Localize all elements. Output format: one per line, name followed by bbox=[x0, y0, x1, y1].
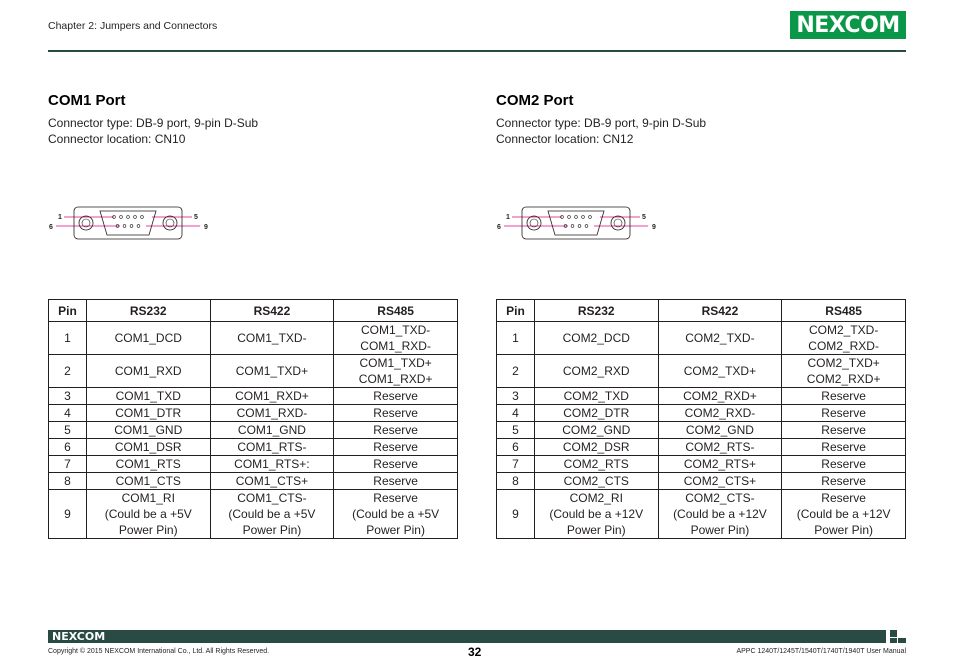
rs232-cell: COM1_TXD bbox=[86, 388, 210, 405]
com2-screw-left bbox=[527, 216, 541, 230]
rs485-cell: Reserve bbox=[334, 473, 458, 490]
rs232-cell: COM1_DCD bbox=[86, 322, 210, 355]
com1-db9-connector-diagram bbox=[48, 205, 208, 241]
com2-pin1-label: 1 bbox=[506, 214, 510, 221]
header-rs232: RS232 bbox=[534, 300, 658, 322]
header-rs485: RS485 bbox=[782, 300, 906, 322]
table-row bbox=[497, 355, 906, 388]
rs422-cell: COM1_CTS- (Could be a +5V Power Pin) bbox=[210, 490, 334, 539]
pin-cell: 7 bbox=[497, 456, 535, 473]
rs485-cell: COM1_TXD+ COM1_RXD+ bbox=[334, 355, 458, 388]
rs232-cell: COM2_DSR bbox=[534, 439, 658, 456]
com1-pin9-label: 9 bbox=[204, 224, 208, 231]
com2-section bbox=[496, 92, 906, 147]
rs422-cell: COM2_RTS- bbox=[658, 439, 782, 456]
manual-title: APPC 1240T/1245T/1540T/1740T/1940T User Manual bbox=[736, 648, 906, 655]
com1-table-body bbox=[49, 322, 458, 539]
rs422-cell: COM1_TXD+ bbox=[210, 355, 334, 388]
rs485-cell: Reserve bbox=[782, 473, 906, 490]
rs485-cell: Reserve bbox=[782, 456, 906, 473]
table-row bbox=[49, 473, 458, 490]
table-row bbox=[49, 405, 458, 422]
com2-d-sub-face bbox=[548, 211, 604, 235]
pin-cell: 2 bbox=[497, 355, 535, 388]
com1-table-header bbox=[49, 300, 458, 322]
rs422-cell: COM1_CTS+ bbox=[210, 473, 334, 490]
footer-corner-square bbox=[898, 638, 906, 643]
footer-logo: NEXCOM bbox=[52, 630, 106, 643]
chapter-title: Chapter 2: Jumpers and Connectors bbox=[48, 20, 218, 32]
rs485-cell: Reserve bbox=[782, 405, 906, 422]
com1-pin5-label: 5 bbox=[194, 214, 198, 221]
rs232-cell: COM2_RI (Could be a +12V Power Pin) bbox=[534, 490, 658, 539]
footer-bar bbox=[48, 630, 886, 643]
rs232-cell: COM2_DCD bbox=[534, 322, 658, 355]
rs232-cell: COM1_RXD bbox=[86, 355, 210, 388]
rs422-cell: COM2_TXD- bbox=[658, 322, 782, 355]
com2-pin5-label: 5 bbox=[642, 214, 646, 221]
pin-cell: 8 bbox=[49, 473, 87, 490]
com1-pin1-label: 1 bbox=[58, 214, 62, 221]
rs422-cell: COM2_RTS+ bbox=[658, 456, 782, 473]
rs485-cell: COM2_TXD+ COM2_RXD+ bbox=[782, 355, 906, 388]
rs232-cell: COM2_GND bbox=[534, 422, 658, 439]
rs232-cell: COM1_CTS bbox=[86, 473, 210, 490]
rs485-cell: Reserve bbox=[782, 422, 906, 439]
com2-pinout-table bbox=[496, 299, 906, 539]
rs232-cell: COM2_TXD bbox=[534, 388, 658, 405]
table-row bbox=[497, 456, 906, 473]
table-row bbox=[49, 388, 458, 405]
com2-pin6-label: 6 bbox=[497, 224, 501, 231]
header-rule bbox=[48, 50, 906, 52]
table-row bbox=[497, 422, 906, 439]
rs422-cell: COM2_RXD+ bbox=[658, 388, 782, 405]
table-row bbox=[49, 322, 458, 355]
pin-cell: 9 bbox=[49, 490, 87, 539]
rs232-cell: COM2_RXD bbox=[534, 355, 658, 388]
com2-table-body bbox=[497, 322, 906, 539]
table-row bbox=[49, 456, 458, 473]
rs422-cell: COM1_RXD- bbox=[210, 405, 334, 422]
rs422-cell: COM2_GND bbox=[658, 422, 782, 439]
rs422-cell: COM1_RTS- bbox=[210, 439, 334, 456]
header-pin: Pin bbox=[49, 300, 87, 322]
pin-cell: 6 bbox=[497, 439, 535, 456]
copyright-text: Copyright © 2015 NEXCOM International Co., Ltd. All Rights Reserved. bbox=[48, 648, 270, 655]
pin-cell: 5 bbox=[49, 422, 87, 439]
com1-pin6-label: 6 bbox=[49, 224, 53, 231]
header-pin: Pin bbox=[497, 300, 535, 322]
com2-title: COM2 Port bbox=[496, 92, 574, 109]
table-row bbox=[497, 388, 906, 405]
table-row bbox=[49, 422, 458, 439]
rs485-cell: Reserve bbox=[782, 439, 906, 456]
rs232-cell: COM1_GND bbox=[86, 422, 210, 439]
rs422-cell: COM1_RXD+ bbox=[210, 388, 334, 405]
rs485-cell: COM1_TXD- COM1_RXD- bbox=[334, 322, 458, 355]
com2-connector-type: Connector type: DB-9 port, 9-pin D-Sub bbox=[496, 116, 707, 130]
pin-cell: 1 bbox=[49, 322, 87, 355]
rs422-cell: COM2_TXD+ bbox=[658, 355, 782, 388]
nexcom-logo bbox=[790, 11, 906, 39]
header-rs232: RS232 bbox=[86, 300, 210, 322]
table-row bbox=[49, 355, 458, 388]
rs485-cell: COM2_TXD- COM2_RXD- bbox=[782, 322, 906, 355]
rs422-cell: COM2_CTS- (Could be a +12V Power Pin) bbox=[658, 490, 782, 539]
com1-screw-right bbox=[163, 216, 177, 230]
com1-connector-type: Connector type: DB-9 port, 9-pin D-Sub bbox=[48, 116, 259, 130]
rs232-cell: COM2_DTR bbox=[534, 405, 658, 422]
rs422-cell: COM1_TXD- bbox=[210, 322, 334, 355]
rs422-cell: COM2_CTS+ bbox=[658, 473, 782, 490]
table-row bbox=[497, 439, 906, 456]
table-row bbox=[497, 322, 906, 355]
com2-table-header bbox=[497, 300, 906, 322]
rs232-cell: COM2_CTS bbox=[534, 473, 658, 490]
rs422-cell: COM1_RTS+: bbox=[210, 456, 334, 473]
com1-pinout-table bbox=[48, 299, 458, 539]
com1-screw-left bbox=[79, 216, 93, 230]
com1-title: COM1 Port bbox=[48, 92, 126, 109]
rs232-cell: COM1_DSR bbox=[86, 439, 210, 456]
pin-cell: 3 bbox=[497, 388, 535, 405]
com2-screw-right bbox=[611, 216, 625, 230]
rs485-cell: Reserve bbox=[334, 422, 458, 439]
footer-corner-square bbox=[890, 630, 897, 637]
pin-cell: 5 bbox=[497, 422, 535, 439]
rs485-cell: Reserve bbox=[334, 388, 458, 405]
table-row bbox=[497, 473, 906, 490]
pin-cell: 3 bbox=[49, 388, 87, 405]
rs422-cell: COM1_GND bbox=[210, 422, 334, 439]
table-row bbox=[49, 490, 458, 539]
com2-connector-location: Connector location: CN12 bbox=[496, 132, 634, 146]
rs422-cell: COM2_RXD- bbox=[658, 405, 782, 422]
pin-cell: 4 bbox=[49, 405, 87, 422]
rs485-cell: Reserve bbox=[334, 405, 458, 422]
com2-db9-connector-diagram bbox=[496, 205, 656, 241]
rs485-cell: Reserve (Could be a +5V Power Pin) bbox=[334, 490, 458, 539]
com1-connector-location: Connector location: CN10 bbox=[48, 132, 186, 146]
rs232-cell: COM1_DTR bbox=[86, 405, 210, 422]
pin-cell: 8 bbox=[497, 473, 535, 490]
rs485-cell: Reserve (Could be a +12V Power Pin) bbox=[782, 490, 906, 539]
table-row bbox=[49, 439, 458, 456]
header-rs422: RS422 bbox=[658, 300, 782, 322]
pin-cell: 4 bbox=[497, 405, 535, 422]
table-row bbox=[497, 405, 906, 422]
rs232-cell: COM1_RI (Could be a +5V Power Pin) bbox=[86, 490, 210, 539]
rs485-cell: Reserve bbox=[782, 388, 906, 405]
rs232-cell: COM2_RTS bbox=[534, 456, 658, 473]
footer-corner-square bbox=[890, 638, 897, 643]
header-rs485: RS485 bbox=[334, 300, 458, 322]
pin-cell: 2 bbox=[49, 355, 87, 388]
table-row bbox=[497, 490, 906, 539]
com1-section bbox=[48, 92, 458, 147]
com2-pin9-label: 9 bbox=[652, 224, 656, 231]
com1-d-sub-face bbox=[100, 211, 156, 235]
pin-cell: 1 bbox=[497, 322, 535, 355]
rs485-cell: Reserve bbox=[334, 456, 458, 473]
pin-cell: 6 bbox=[49, 439, 87, 456]
rs485-cell: Reserve bbox=[334, 439, 458, 456]
page-number: 32 bbox=[468, 645, 482, 659]
rs232-cell: COM1_RTS bbox=[86, 456, 210, 473]
header-rs422: RS422 bbox=[210, 300, 334, 322]
logo-text: NEXCOM bbox=[796, 12, 900, 38]
pin-cell: 9 bbox=[497, 490, 535, 539]
pin-cell: 7 bbox=[49, 456, 87, 473]
